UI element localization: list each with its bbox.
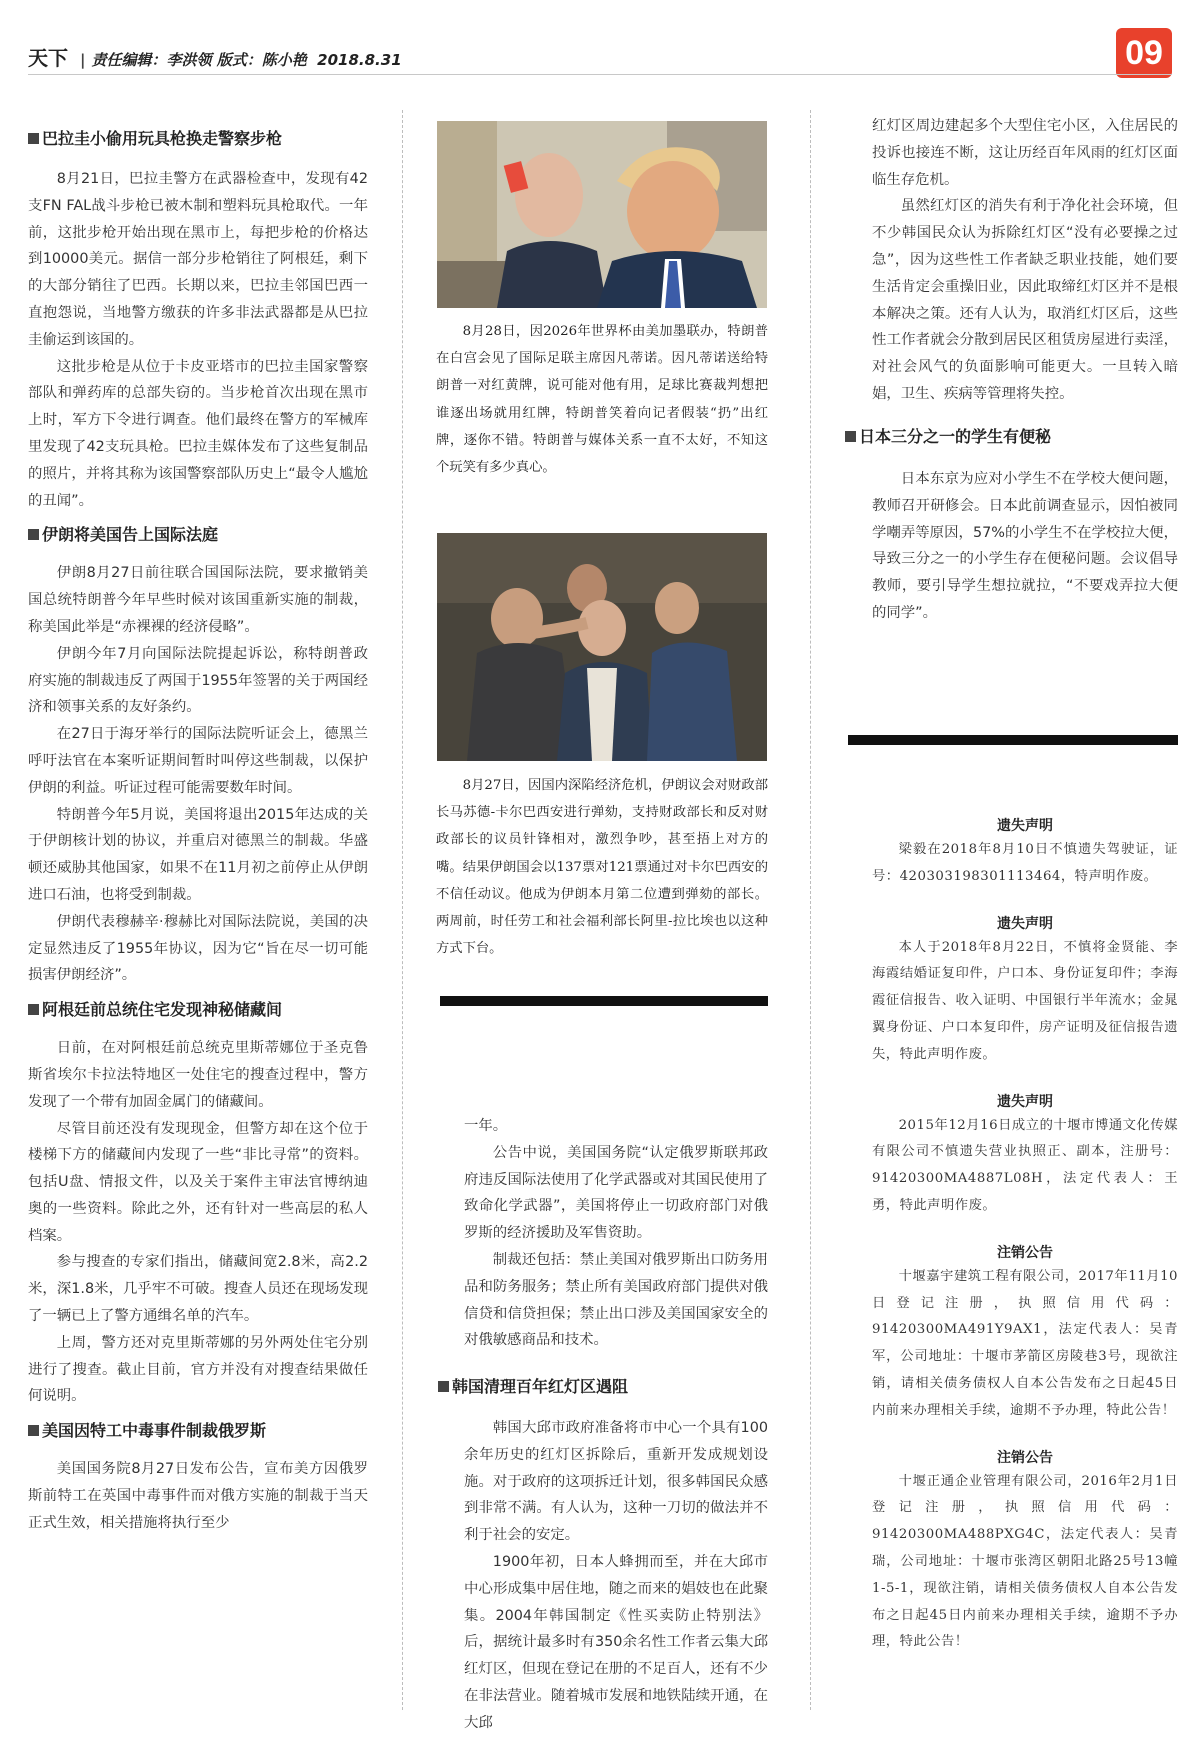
column-divider <box>810 110 811 1710</box>
article-paragraph: 一年。 <box>464 1118 508 1134</box>
column-divider <box>402 110 403 1710</box>
header-text: 天下 | 责任编辑：李洪领 版式：陈小艳 2018.8.31 <box>28 46 402 70</box>
photo-caption: 8月27日，因国内深陷经济危机，伊朗议会对财政部长马苏德-卡尔巴西安进行弹劾，支持财政部长和反对财政部长的议员针锋相对，激烈争吵，甚至捂上对方的嘴。结果伊朗国会以137票对121票通过对卡尔巴西安的不信任动议。他成为伊朗本月第二位遭到弹劾的部长。两周前，时任劳工和社会福利部长阿里-拉比埃也以这种方式下台。 <box>436 778 768 957</box>
separator-bar <box>440 996 768 1006</box>
header-rule <box>28 74 1172 75</box>
article-paragraph: 1900年初，日本人蜂拥而至，并在大邱市中心形成集中居住地，随之而来的娼妓也在此聚集。2004年韩国制定《性买卖防止特别法》后，据统计最多时有350余名性工作者云集大邱红灯区，但现在登记在册的不足百人，还有不少在非法营业。随着城市发展和地铁陆续开通，在大邱 <box>464 1553 768 1731</box>
article-paragraph: 伊朗代表穆赫辛·穆赫比对国际法院说，美国的决定显然违反了1955年协议，因为它“旨在尽一切可能损害伊朗经济”。 <box>28 913 368 984</box>
article-title: 美国因特工中毒事件制裁俄罗斯 <box>28 1420 368 1442</box>
article-title: 巴拉圭小偷用玩具枪换走警察步枪 <box>28 128 368 150</box>
issue-date: 2018.8.31 <box>317 51 402 69</box>
notice-text: 十堰正通企业管理有限公司，2016年2月1日登记注册，执照信用代码：91420300MA488PXG4C，法定代表人：吴青瑞，公司地址：十堰市张湾区朝阳北路25号13幢1-5-1，现欲注销，请相关债务债权人自本公告发布之日起45日内前来办理相关手续，逾期不予办理，特此公告！ <box>872 1473 1178 1650</box>
page-number-badge: 09 <box>1116 28 1172 78</box>
article-title: 阿根廷前总统住宅发现神秘储藏间 <box>28 999 368 1021</box>
notice-text: 本人于2018年8月22日，不慎将金贤能、李海霞结婚证复印件，户口本、身份证复印件；李海霞征信报告、收入证明、中国银行半年流水；金晁翼身份证、户口本复印件，房产证明及征信报告遗失，特此声明作废。 <box>872 939 1178 1062</box>
article-title: 伊朗将美国告上国际法庭 <box>28 524 368 546</box>
article-paragraph: 虽然红灯区的消失有利于净化社会环境，但不少韩国民众认为拆除红灯区“没有必要操之过急”，因为这些性工作者缺乏职业技能，她们要生活肯定会重操旧业，因此取缔红灯区并不是根本解决之策。还有人认为，取消红灯区后，这些性工作者就会分散到居民区租赁房屋进行卖淫，对社会风气的负面影响可能更大。一旦转入暗娼，卫生、疾病等管理将失控。 <box>872 198 1178 402</box>
section-name: 天下 <box>28 46 68 70</box>
article-title: 韩国清理百年红灯区遇阻 <box>438 1376 768 1398</box>
article-paragraph: 制裁还包括：禁止美国对俄罗斯出口防务用品和防务服务；禁止所有美国政府部门提供对俄信贷和信贷担保；禁止出口涉及美国国家安全的对俄敏感商品和技术。 <box>464 1251 768 1349</box>
article-paragraph: 伊朗8月27日前往联合国国际法院，要求撤销美国总统特朗普今年早些时候对该国重新实施的制裁，称美国此举是“赤裸裸的经济侵略”。 <box>28 565 368 635</box>
notices-block <box>872 815 1178 1656</box>
notice-heading: 遗失声明 <box>997 1093 1053 1110</box>
article-paragraph: 红灯区周边建起多个大型住宅小区，入住居民的投诉也接连不断，这让历经百年风雨的红灯区面临生存危机。 <box>872 118 1178 188</box>
photo2-caption-block <box>436 772 768 962</box>
article-paragraph: 公告中说，美国国务院“认定俄罗斯联邦政府违反国际法使用了化学武器或对其国民使用了致命化学武器”，美国将停止一切政府部门对俄罗斯的经济援助及军售资助。 <box>464 1144 768 1242</box>
column-2-continued <box>464 1113 768 1354</box>
article-paragraph: 日本东京为应对小学生不在学校大便问题，教师召开研修会。日本此前调查显示，因怕被同学嘲弄等原因，57%的小学生不在学校拉大便，导致三分之一的小学生存在便秘问题。会议倡导教师，要引导学生想拉就拉，“不要戏弄拉大便的同学”。 <box>872 471 1178 621</box>
article-jp-body <box>872 466 1178 627</box>
column-3 <box>872 113 1178 408</box>
photo-trump-infantino <box>437 121 767 308</box>
notice <box>872 1091 1178 1220</box>
article-paragraph: 尽管目前还没有发现现金，但警方却在这个位于楼梯下方的储藏间内发现了一些“非比寻常”的资料。包括U盘、情报文件，以及关于案件主审法官博纳迪奥的一些资料。除此之外，还有针对一些高层的私人档案。 <box>28 1120 368 1244</box>
article-paragraph: 在27日于海牙举行的国际法院听证会上，德黑兰呼吁法官在本案听证期间暂时叫停这些制裁，以保护伊朗的利益。听证过程可能需要数年时间。 <box>28 726 368 796</box>
article-paragraph: 上周，警方还对克里斯蒂娜的另外两处住宅分别进行了搜查。截止目前，官方并没有对搜查结果做任何说明。 <box>28 1334 368 1405</box>
article-paragraph: 参与搜查的专家们指出，储藏间宽2.8米，高2.2米，深1.8米，几乎牢不可破。搜查人员还在现场发现了一辆已上了警方通缉名单的汽车。 <box>28 1254 368 1325</box>
credits: 责任编辑：李洪领 版式：陈小艳 <box>91 51 307 69</box>
article-title: 日本三分之一的学生有便秘 <box>845 426 1179 448</box>
column-1 <box>28 110 368 1537</box>
article-kr-body <box>464 1415 768 1737</box>
notice-heading: 遗失声明 <box>997 818 1053 834</box>
article-paragraph: 日前，在对阿根廷前总统克里斯蒂娜位于圣克鲁斯省埃尔卡拉法特地区一处住宅的搜查过程中，警方发现了一个带有加固金属门的储藏间。 <box>28 1040 368 1110</box>
photo-illustration <box>437 533 767 761</box>
notice-text: 2015年12月16日成立的十堰市博通文化传媒有限公司不慎遗失营业执照正、副本，注册号：91420300MA4887L08H，法定代表人：王勇，特此声明作废。 <box>872 1117 1178 1213</box>
separator-bar <box>848 735 1178 745</box>
article-paragraph: 韩国大邱市政府准备将市中心一个具有100余年历史的红灯区拆除后，重新开发成规划设施。对于政府的这项拆迁计划，很多韩国民众感到非常不满。有人认为，这种一刀切的做法并不利于社会的安定。 <box>464 1420 768 1544</box>
article-paragraph: 美国国务院8月27日发布公告，宣布美方因俄罗斯前特工在英国中毒事件而对俄方实施的制裁于当天正式生效，相关措施将执行至少 <box>28 1461 368 1531</box>
photo1-caption-block <box>436 318 768 481</box>
article-paragraph: 这批步枪是从位于卡皮亚塔市的巴拉圭国家警察部队和弹药库的总部失窃的。当步枪首次出现在黑市上时，军方下令进行调查。他们最终在警方的军械库里发现了42支玩具枪。巴拉圭媒体发布了这些复制品的照片，并将其称为该国警察部队历史上“最令人尴尬的丑闻”。 <box>28 358 368 509</box>
photo-caption: 8月28日，因2026年世界杯由美加墨联办，特朗普在白宫会见了国际足联主席因凡蒂诺。因凡蒂诺送给特朗普一对红黄牌，说可能对他有用，足球比赛裁判想把谁逐出场就用红牌，特朗普笑着向记者假装“扔”出红牌，逐你不错。特朗普与媒体关系一直不太好，不知这个玩笑有多少真心。 <box>436 324 768 476</box>
article-paragraph: 特朗普今年5月说，美国将退出2015年达成的关于伊朗核计划的协议，并重启对德黑兰的制裁。华盛顿还威胁其他国家，如果不在11月初之前停止从伊朗进口石油，也将受到制裁。 <box>28 806 368 903</box>
notice-text: 梁毅在2018年8月10日不慎遗失驾驶证，证号：420303198301113464，特声明作废。 <box>872 842 1178 884</box>
notice-text: 十堰嘉宇建筑工程有限公司，2017年11月10日登记注册，执照信用代码：91420300MA491Y9AX1，法定代表人：吴青军，公司地址：十堰市茅箭区房陵巷3号，现欲注销，请相关债务债权人自本公告发布之日起45日内前来办理相关手续，逾期不予办理，特此公告！ <box>872 1268 1178 1418</box>
page-header <box>28 36 1172 78</box>
notice-heading: 注销公告 <box>997 1244 1053 1261</box>
article-kr-block <box>438 1376 768 1398</box>
article-paragraph: 伊朗今年7月向国际法院提起诉讼，称特朗普政府实施的制裁违反了两国于1955年签署的关于两国经济和领事关系的友好条约。 <box>28 645 368 716</box>
notice-heading: 遗失声明 <box>997 915 1053 932</box>
notice-heading: 注销公告 <box>997 1449 1053 1466</box>
notice <box>872 1242 1178 1425</box>
article-jp-block <box>845 426 1179 448</box>
article-paragraph: 8月21日，巴拉圭警方在武器检查中，发现有42支FN FAL战斗步枪已被木制和塑料玩具枪取代。一年前，这批步枪开始出现在黑市上，每把步枪的价格达到10000美元。据信一部分步枪销往了阿根廷，剩下的大部分销往了巴西。长期以来，巴拉圭邻国巴西一直抱怨说，当地警方缴获的许多非法武器都是从巴拉圭偷运到该国的。 <box>28 171 368 348</box>
notice <box>872 815 1178 891</box>
photo-iran-parliament <box>437 533 767 761</box>
notice <box>872 913 1178 1069</box>
notice <box>872 1447 1178 1657</box>
photo-illustration <box>437 121 767 308</box>
